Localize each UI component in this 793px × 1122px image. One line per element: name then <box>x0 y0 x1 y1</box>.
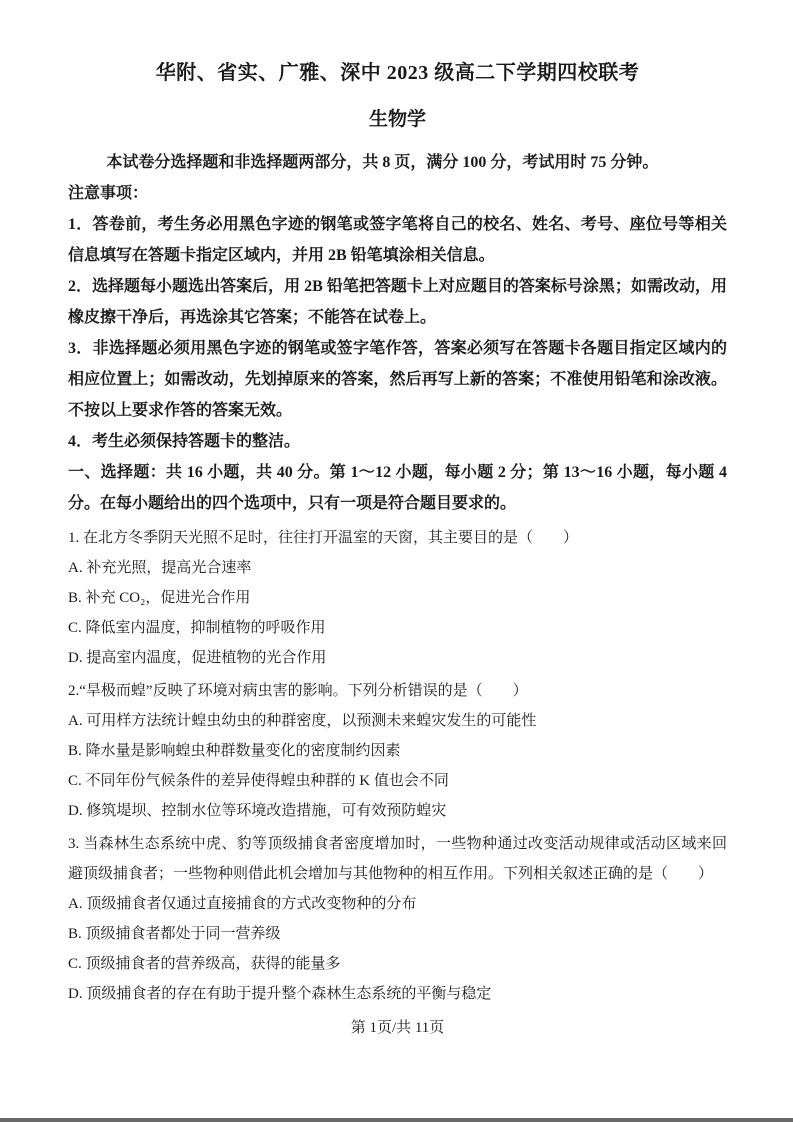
option-item: B. 降水量是影响蝗虫种群数量变化的密度制约因素 <box>68 743 401 759</box>
option-item: A. 补充光照，提高光合速率 <box>68 560 252 576</box>
option-item: A. 可用样方法统计蝗虫幼虫的种群密度，以预测未来蝗灾发生的可能性 <box>68 713 537 729</box>
question-3 <box>68 829 727 1009</box>
exam-intro: 本试卷分选择题和非选择题两部分，共 8 页，满分 100 分，考试用时 75 分钟。 <box>106 154 659 171</box>
notice-item: 1．答卷前，考生务必用黑色字迹的钢笔或签字笔将自己的校名、姓名、考号、座位号等相关信息填写在答题卡指定区域内，并用 2B 铅笔填涂相关信息。 <box>68 216 727 264</box>
notice-item: 3．非选择题必须用黑色字迹的钢笔或签字笔作答，答案必须写在答题卡各题目指定区域内的相应位置上；如需改动，先划掉原来的答案，然后再写上新的答案；不准使用铅笔和涂改液。不按以上要求作答的答案无效。 <box>68 340 727 419</box>
option-item: A. 顶级捕食者仅通过直接捕食的方式改变物种的分布 <box>68 896 417 912</box>
notice-item: 2．选择题每小题选出答案后，用 2B 铅笔把答题卡上对应题目的答案标号涂黑；如需改动，用橡皮擦干净后，再选涂其它答案；不能答在试卷上。 <box>68 278 727 326</box>
notice-item: 4．考生必须保持答题卡的整洁。 <box>68 433 301 450</box>
option-item: B. 补充 CO₂，促进光合作用 <box>68 590 251 606</box>
option-item: D. 提高室内温度，促进植物的光合作用 <box>68 650 327 666</box>
page-bottom-edge <box>0 1118 793 1122</box>
option-item: D. 顶级捕食者的存在有助于提升整个森林生态系统的平衡与稳定 <box>68 986 492 1002</box>
page-title: 华附、省实、广雅、深中 2023 级高二下学期四校联考 <box>155 62 640 84</box>
option-item: C. 降低室内温度，抑制植物的呼吸作用 <box>68 620 326 636</box>
question-2 <box>68 676 727 826</box>
page-subtitle: 生物学 <box>368 109 426 130</box>
page-footer: 第 1页/共 11页 <box>350 1020 445 1036</box>
notice-heading: 注意事项： <box>68 185 149 202</box>
question-stem: 3. 当森林生态系统中虎、豹等顶级捕食者密度增加时，一些物种通过改变活动规律或活动区域来回避顶级捕食者；一些物种则借此机会增加与其他物种的相互作用。下列相关叙述正确的是（ ） <box>68 836 727 882</box>
option-item: B. 顶级捕食者都处于同一营养级 <box>68 926 281 942</box>
question-stem: 2.“旱极而蝗”反映了环境对病虫害的影响。下列分析错误的是（ ） <box>68 683 528 699</box>
question-stem: 1. 在北方冬季阴天光照不足时，往往打开温室的天窗，其主要目的是（ ） <box>68 530 579 546</box>
option-item: C. 顶级捕食者的营养级高，获得的能量多 <box>68 956 341 972</box>
section-heading: 一、选择题：共 16 小题，共 40 分。第 1～12 小题，每小题 2 分；第 13～16 小题，每小题 4 分。在每小题给出的四个选项中，只有一项是符合题目要求的。 <box>68 464 727 512</box>
option-item: C. 不同年份气候条件的差异使得蝗虫种群的 K 值也会不同 <box>68 773 449 789</box>
question-1 <box>68 523 727 673</box>
option-item: D. 修筑堤坝、控制水位等环境改造措施，可有效预防蝗灾 <box>68 803 447 819</box>
